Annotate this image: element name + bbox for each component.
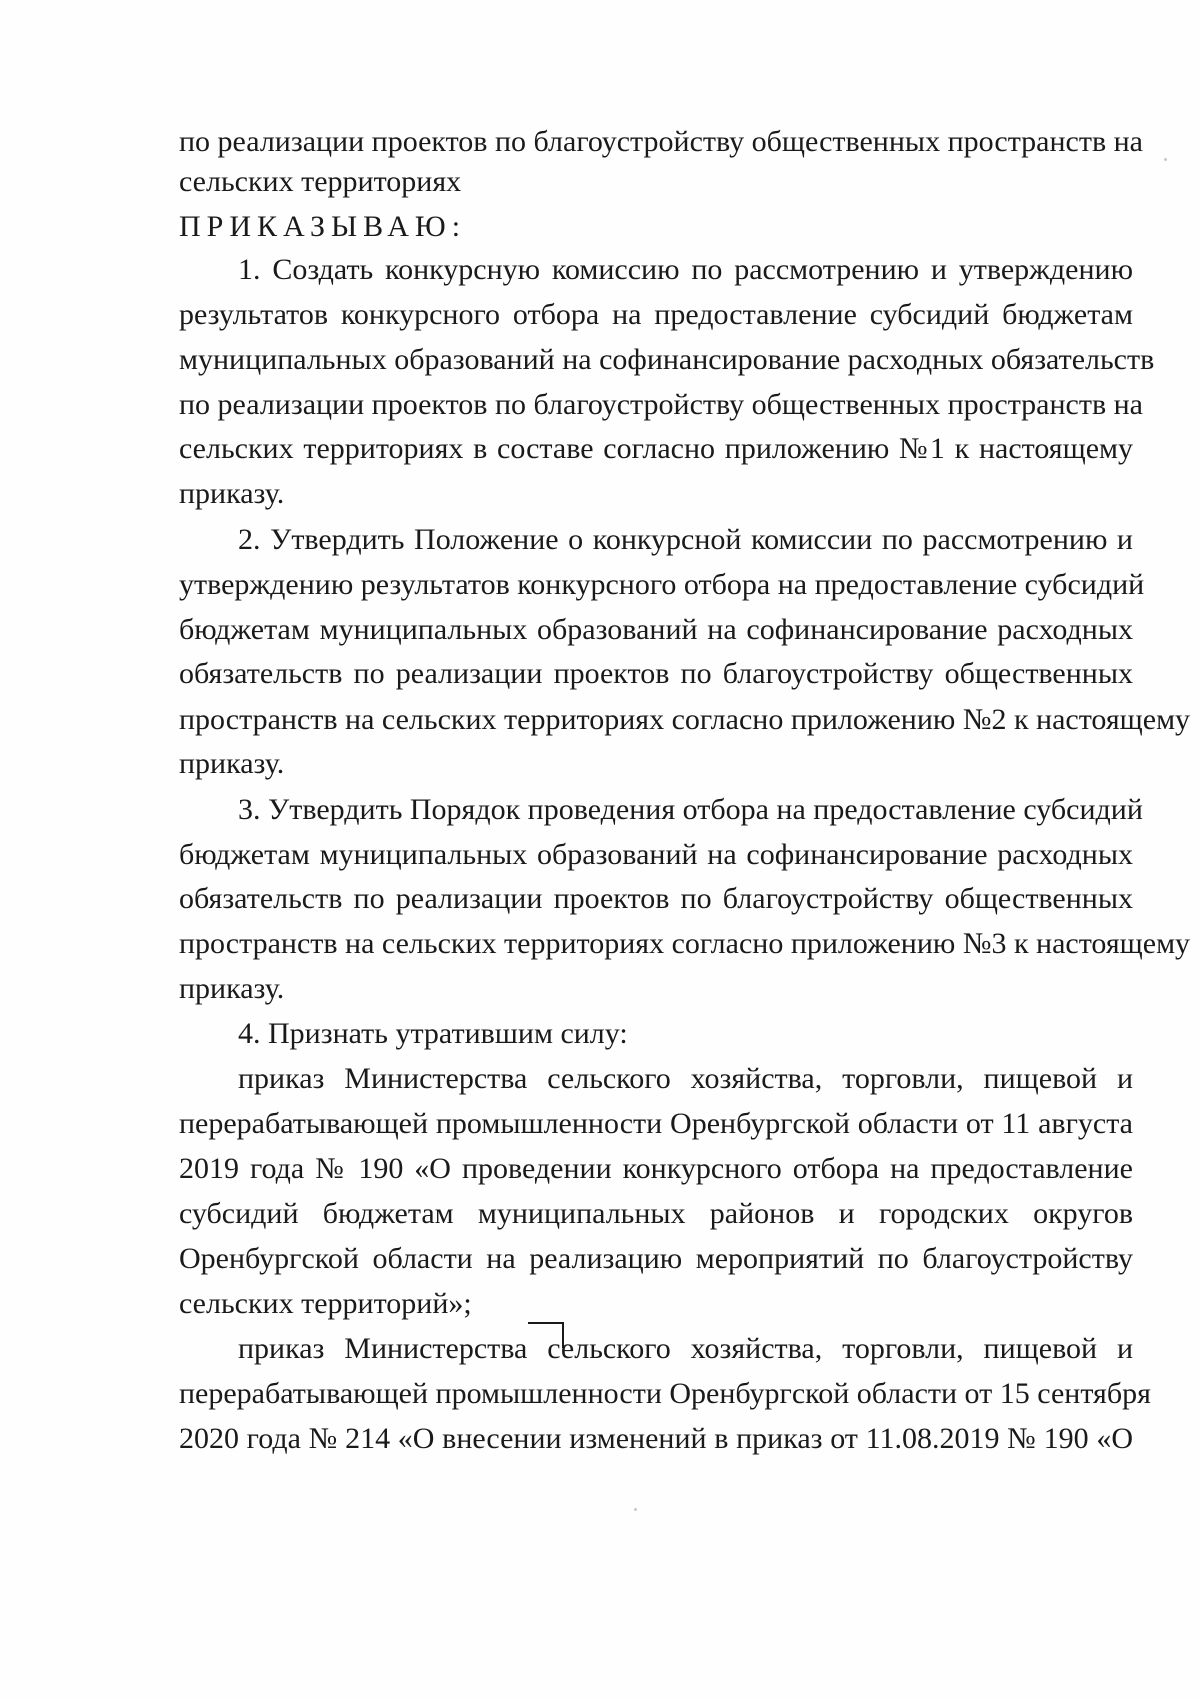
clause-1-line-1: 1. Создать конкурсную комиссию по рассмотрению и утверждению — [238, 253, 1133, 286]
scan-speck — [634, 1508, 637, 1511]
clause-2-line-6: приказу. — [179, 747, 285, 780]
clause-2-line-4: обязательств по реализации проектов по благоустройству общественных — [179, 657, 1133, 690]
clause-3-line-2: бюджетам муниципальных образований на софинансирование расходных — [179, 838, 1133, 871]
clause-2-line-1: 2. Утвердить Положение о конкурсной комиссии по рассмотрению и — [238, 523, 1133, 556]
pen-mark — [528, 1322, 564, 1348]
clause-3-line-1: 3. Утвердить Порядок проведения отбора на предоставление субсидий — [238, 793, 1143, 826]
scan-speck — [1164, 158, 1167, 161]
clause-1-line-3: муниципальных образований на софинансирование расходных обязательств — [179, 343, 1155, 376]
repealed-order-1-line-2: перерабатывающей промышленности Оренбургской области от 11 августа — [179, 1107, 1133, 1140]
repealed-order-1-line-1: приказ Министерства сельского хозяйства, торговли, пищевой и — [238, 1062, 1133, 1095]
clause-1-line-5: сельских территориях в составе согласно приложению №1 к настоящему — [179, 432, 1133, 465]
clause-3-line-5: приказу. — [179, 972, 285, 1005]
clause-2-line-3: бюджетам муниципальных образований на софинансирование расходных — [179, 613, 1133, 646]
text-line-2: сельских территориях — [179, 165, 462, 198]
clause-1-line-2: результатов конкурсного отбора на предоставление субсидий бюджетам — [179, 298, 1133, 331]
clause-2-line-2: утверждению результатов конкурсного отбора на предоставление субсидий — [179, 568, 1145, 601]
repealed-order-2-line-2: перерабатывающей промышленности Оренбургской области от 15 сентября — [179, 1377, 1151, 1410]
repealed-order-1-line-3: 2019 года № 190 «О проведении конкурсного отбора на предоставление — [179, 1152, 1133, 1185]
clause-1-line-4: по реализации проектов по благоустройству общественных пространств на — [179, 388, 1143, 421]
clause-1-line-6: приказу. — [179, 477, 285, 510]
clause-4-line-1: 4. Признать утратившим силу: — [238, 1017, 628, 1050]
clause-3-line-3: обязательств по реализации проектов по благоустройству общественных — [179, 882, 1133, 915]
repealed-order-2-line-1: приказ Министерства сельского хозяйства, торговли, пищевой и — [238, 1332, 1133, 1365]
repealed-order-1-line-5: Оренбургской области на реализацию мероприятий по благоустройству — [179, 1242, 1133, 1275]
clause-3-line-4: пространств на сельских территориях согласно приложению №3 к настоящему — [179, 927, 1191, 960]
clause-2-line-5: пространств на сельских территориях согласно приложению №2 к настоящему — [179, 703, 1191, 736]
order-heading: ПРИКАЗЫВАЮ: — [179, 210, 467, 243]
text-line-1: по реализации проектов по благоустройству общественных пространств на — [179, 125, 1143, 158]
repealed-order-2-line-3: 2020 года № 214 «О внесении изменений в приказ от 11.08.2019 № 190 «О — [179, 1422, 1133, 1455]
repealed-order-1-line-6: сельских территорий»; — [179, 1287, 472, 1320]
repealed-order-1-line-4: субсидий бюджетам муниципальных районов и городских округов — [179, 1197, 1133, 1230]
